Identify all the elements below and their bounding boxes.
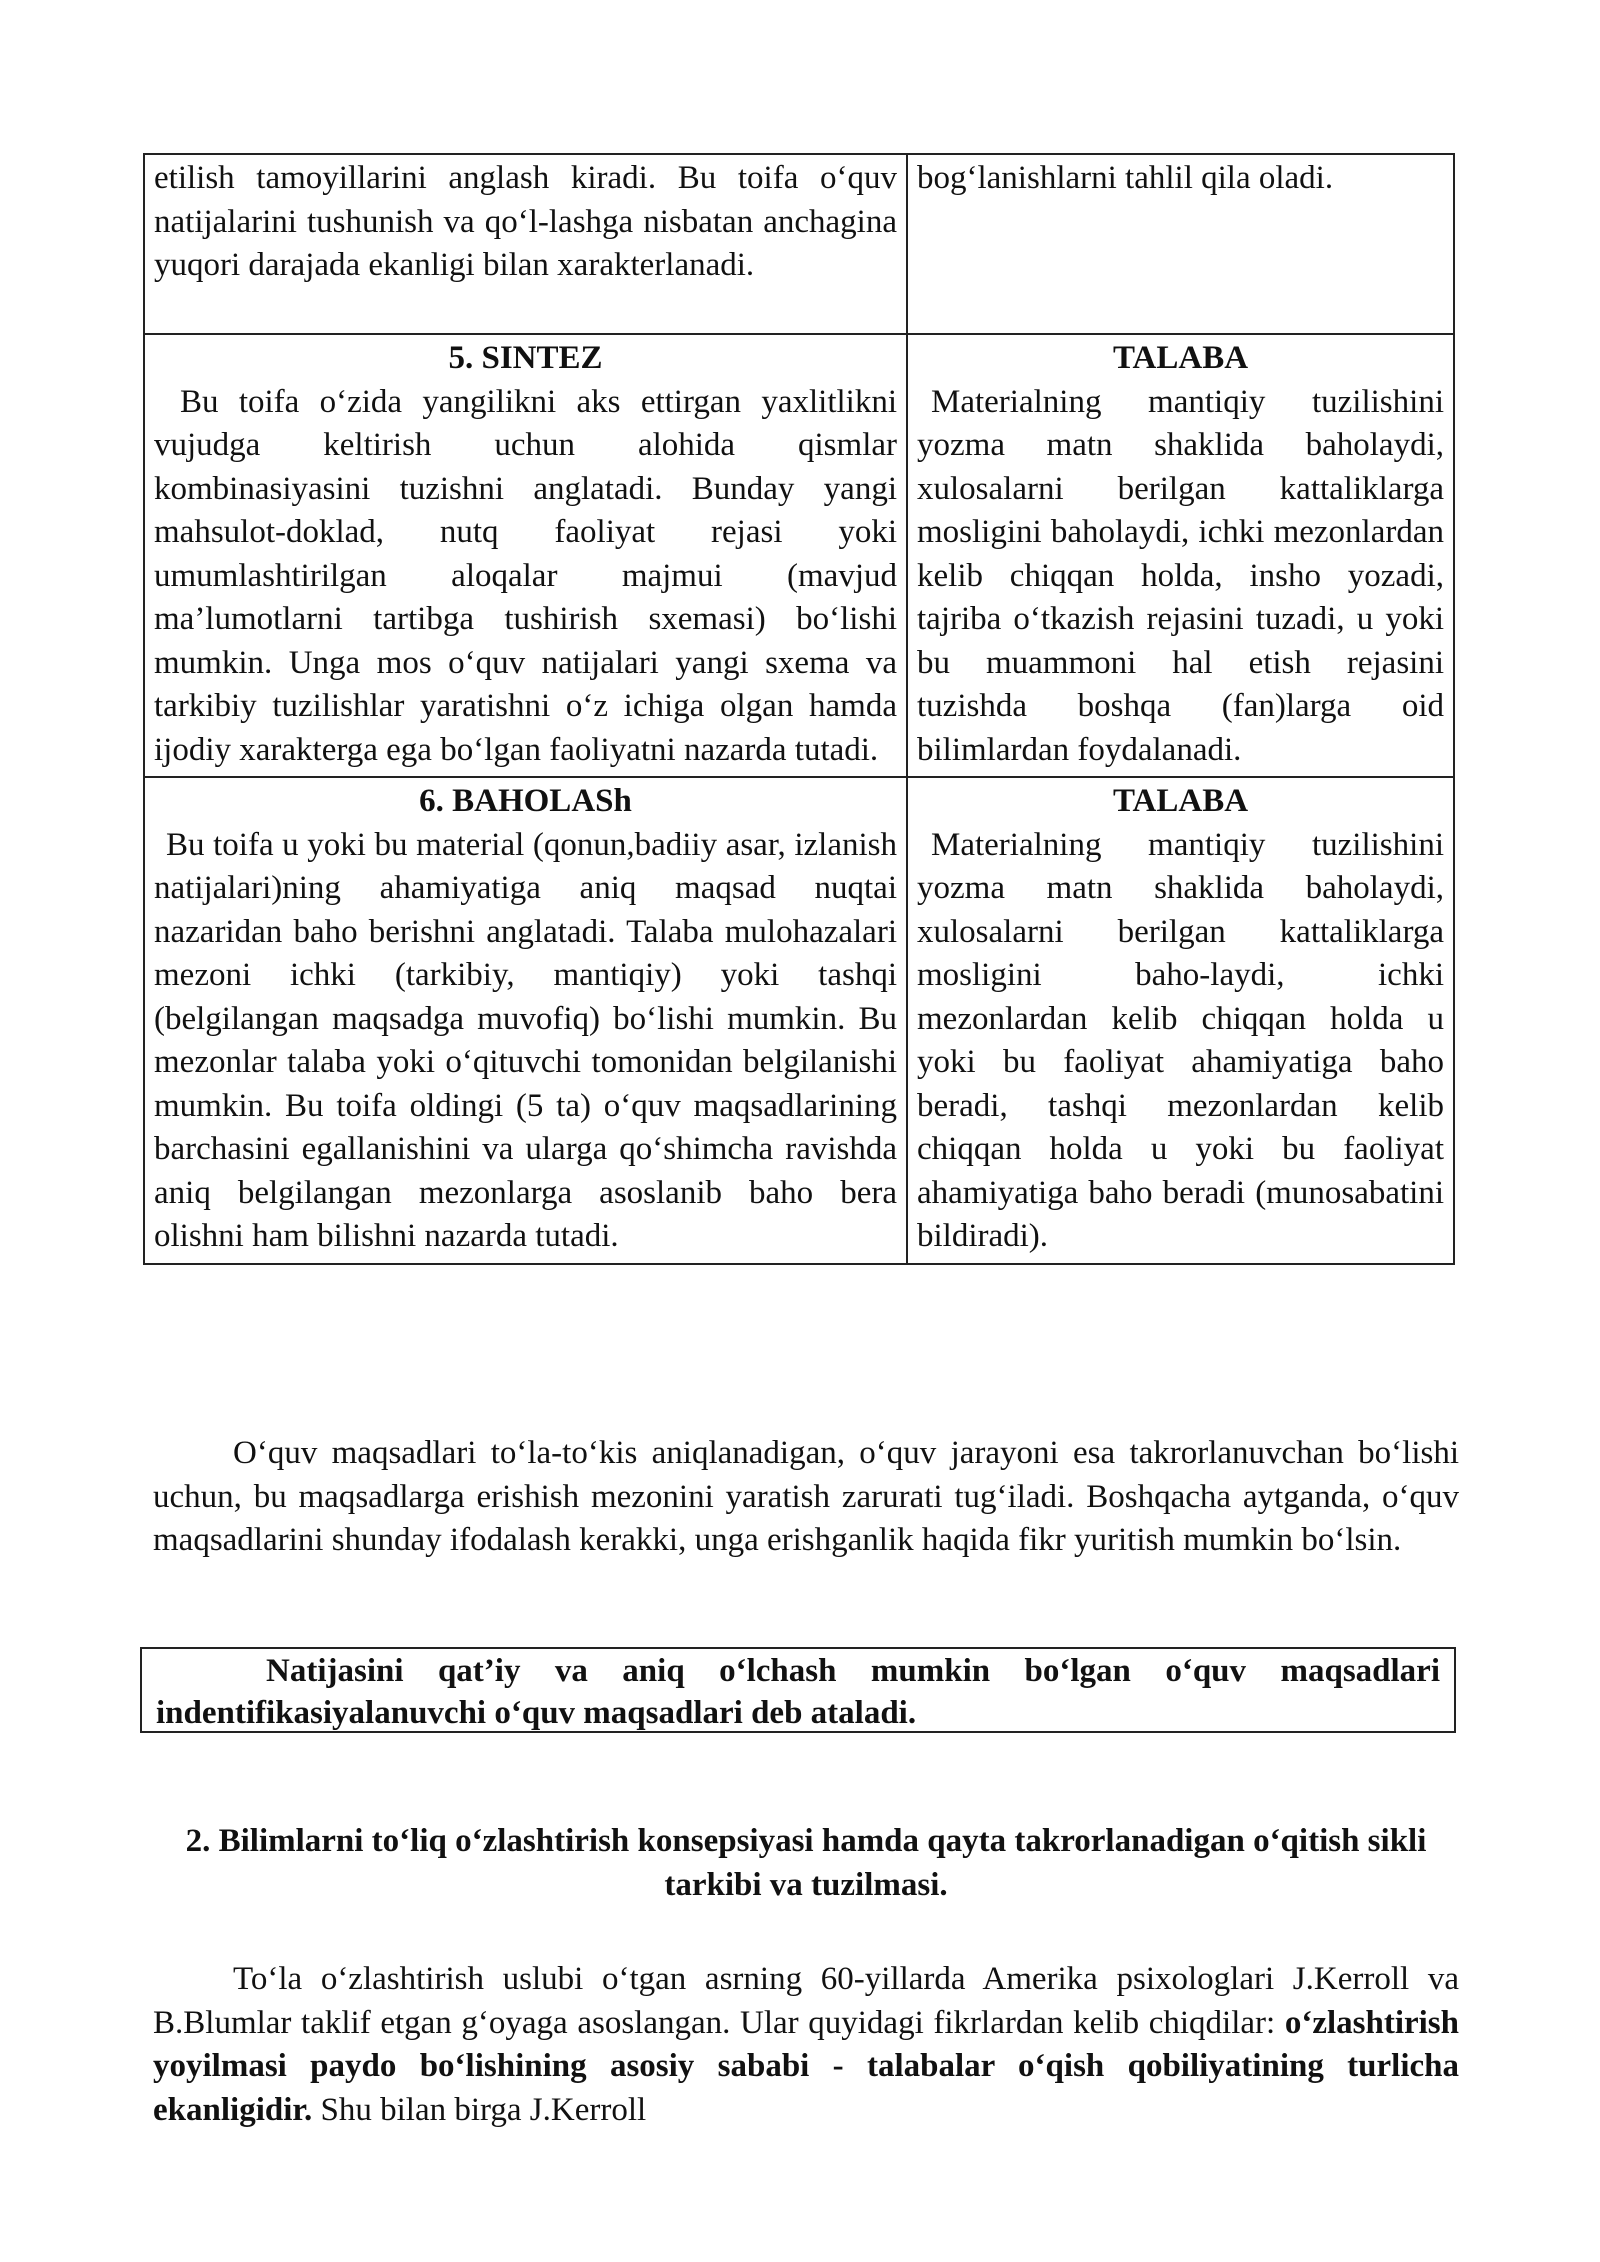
column-heading: TALABA bbox=[1112, 340, 1249, 376]
table-cell-description bbox=[144, 154, 907, 334]
category-heading: 5. SINTEZ bbox=[448, 340, 603, 376]
table-cell-description bbox=[144, 334, 907, 777]
cell-text: Bu toifa o‘zida yangilikni aks ettirgan yaxlitlikni vujudga keltirish uchun alohida qismlar kombinasiyasini tuzishni anglatadi. Bunday yangi mahsulot-doklad, nutq faoliyat rejasi yoki umumlashtirilgan aloqalar majmui (mavjud ma’lumotlarni tartibga tushirish sxemasi) bo‘lishi mumkin. Unga mos o‘quv natijalari yangi sxema va tarkibiy tuzilishlar yaratishni o‘z ichiga olgan hamda ijodiy xarakterga ega bo‘lgan faoliyatni nazarda tutadi. bbox=[154, 383, 897, 768]
table-row bbox=[144, 334, 1454, 777]
definition-text: Natijasini qat’iy va aniq o‘lchash mumkin bo‘lgan o‘quv maqsadlari indentifikasiyalanuvchi o‘quv maqsadlari deb ataladi. bbox=[156, 1653, 1440, 1731]
table-cell-description bbox=[144, 777, 907, 1264]
cell-text: Materialning mantiqiy tuzilishini yozma matn shaklida baholaydi, xulosalarni berilgan kattaliklarga mosligini baho-laydi, ichki mezonlardan kelib chiqqan holda u yoki bu faoliyat ahamiyatiga baho beradi, tashqi mezonlardan kelib chiqqan holda u yoki bu faoliyat ahamiyatiga baho beradi (munosabatini bildiradi). bbox=[917, 826, 1444, 1254]
table-row bbox=[144, 777, 1454, 1264]
paragraph-bold-text: o‘zlashtirish yoyilmasi paydo bo‘lishining asosiy sababi - talabalar o‘qish qobiliyatining turlicha ekanligidir. bbox=[153, 2004, 1459, 2128]
table-cell-outcome bbox=[907, 154, 1454, 334]
cell-text: bog‘lanishlarni tahlil qila oladi. bbox=[917, 160, 1334, 196]
table-cell-outcome bbox=[907, 334, 1454, 777]
table-row bbox=[144, 154, 1454, 334]
body-paragraph: O‘quv maqsadlari to‘la-to‘kis aniqlanadigan, o‘quv jarayoni esa takrorlanuvchan bo‘lishi uchun, bu maqsadlarga erishish mezonini yaratish zarurati tug‘iladi. Boshqacha aytganda, o‘quv maqsadlarini shunday ifodalash kerakki, unga erishganlik haqida fikr yuritish mumkin bo‘lsin. bbox=[153, 1435, 1459, 1558]
category-heading: 6. BAHOLASh bbox=[419, 783, 632, 819]
section-heading: 2. Bilimlarni to‘liq o‘zlashtirish konsepsiyasi hamda qayta takrorlanadigan o‘qitish sikli tarkibi va tuzilmasi. bbox=[185, 1823, 1427, 1903]
cell-text: etilish tamoyillarini anglash kiradi. Bu toifa o‘quv natijalarini tushunish va qo‘l-lashga nisbatan anchagina yuqori darajada ekanligi bilan xarakterlanadi. bbox=[154, 160, 897, 283]
paragraph-text: To‘la o‘zlashtirish uslubi o‘tgan asrning 60-yillarda Amerika psixologlari J.Kerroll va B.Blumlar taklif etgan g‘oyaga asoslangan. Ular quyidagi fikrlardan kelib chiqdilar: bbox=[153, 1961, 1459, 2041]
taxonomy-table bbox=[143, 153, 1455, 1265]
cell-text: Bu toifa u yoki bu material (qonun,badiiy asar, izlanish natijalari)ning ahamiyatiga aniq maqsad nuqtai nazaridan baho berishni anglatadi. Talaba mulohazalari mezoni ichki (tarkibiy, mantiqiy) yoki tashqi (belgilangan maqsadga muvofiq) bo‘lishi mumkin. Bu mezonlar talaba yoki o‘qituvchi tomonidan belgilanishi mumkin. Bu toifa oldingi (5 ta) o‘quv maqsadlarining barchasini egallanishini va ularga qo‘shimcha ravishda aniq belgilangan mezonlarga asoslanib baho bera olishni ham bilishni nazarda tutadi. bbox=[154, 826, 897, 1254]
definition-box bbox=[140, 1647, 1456, 1733]
body-paragraph bbox=[153, 1958, 1459, 2132]
column-heading: TALABA bbox=[1112, 783, 1249, 819]
paragraph-text: Shu bilan birga J.Kerroll bbox=[312, 2091, 647, 2128]
table-cell-outcome bbox=[907, 777, 1454, 1264]
cell-text: Materialning mantiqiy tuzilishini yozma matn shaklida baholaydi, xulosalarni berilgan kattaliklarga mosligini baholaydi, ichki mezonlardan kelib chiqqan holda, insho yozadi, tajriba o‘tkazish rejasini tuzadi, u yoki bu muammoni hal etish rejasini tuzishda boshqa (fan)larga oid bilimlardan foydalanadi. bbox=[917, 383, 1444, 768]
